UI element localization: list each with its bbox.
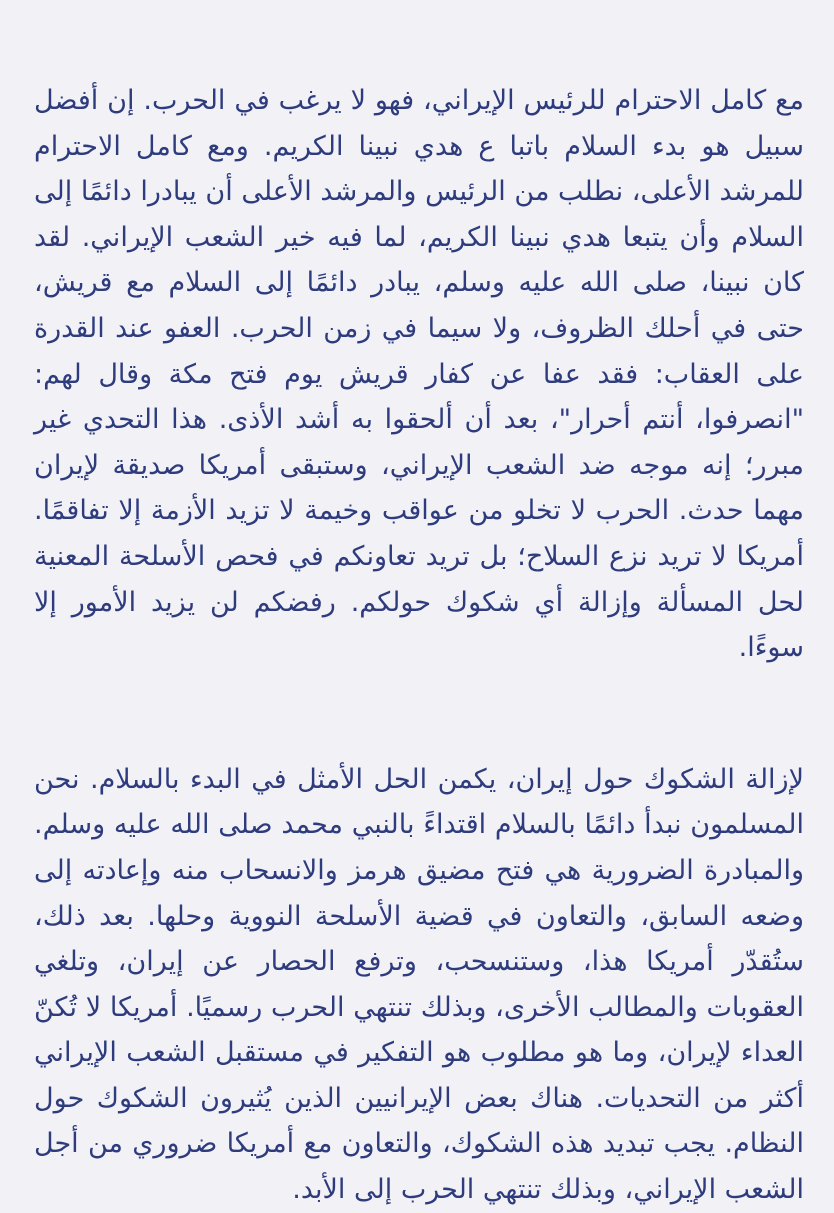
paragraph-1: مع كامل الاحترام للرئيس الإيراني، فهو لا يرغب في الحرب. إن أفضل سبيل هو بدء السلام باتبا ع هدي نبينا الكريم. ومع كامل الاحترام للمرشد الأعلى، نطلب من الرئيس والمرشد الأعلى أن يبادرا دائمًا إلى السلام وأن يتبعا هدي نبينا الكريم، لما فيه خير الشعب الإيراني. لقد كان نبينا، صلى الله عليه وسلم، يبادر دائمًا إلى السلام مع قريش، حتى في أحلك الظروف، ولا سيما في زمن الحرب. العفو عند القدرة على العقاب: فقد عفا عن كفار قريش يوم فتح مكة وقال لهم: "انصرفوا، أنتم أحرار"، بعد أن ألحقوا به أشد الأذى. هذا التحدي غير مبرر؛ إنه موجه ضد الشعب الإيراني، وستبقى أمريكا صديقة لإيران مهما حدث. الحرب لا تخلو من عواقب وخيمة لا تزيد الأزمة إلا تفاقمًا. أمريكا لا تريد نزع السلاح؛ بل تريد تعاونكم في فحص الأسلحة المعنية لحل المسألة وإزالة أي شكوك حولكم. رفضكم لن يزيد الأمور إلا سوءًا. bbox=[34, 85, 804, 664]
paragraph-2: لإزالة الشكوك حول إيران، يكمن الحل الأمثل في البدء بالسلام. نحن المسلمون نبدأ دائمًا بالسلام اقتداءً بالنبي محمد صلى الله عليه وسلم. والمبادرة الضرورية هي فتح مضيق هرمز والانسحاب منه وإعادته إلى وضعه السابق، والتعاون في قضية الأسلحة النووية وحلها. بعد ذلك، ستُقدّر أمريكا هذا، وستنسحب، وترفع الحصار عن إيران، وتلغي العقوبات والمطالب الأخرى، وبذلك تنتهي الحرب رسميًا. أمريكا لا تُكنّ العداء لإيران، وما هو مطلوب هو التفكير في مستقبل الشعب الإيراني أكثر من التحديات. هناك بعض الإيرانيين الذين يُثيرون الشكوك حول النظام. يجب تبديد هذه الشكوك، والتعاون مع أمريكا ضروري من أجل الشعب الإيراني، وبذلك تنتهي الحرب إلى الأبد. bbox=[34, 763, 804, 1206]
